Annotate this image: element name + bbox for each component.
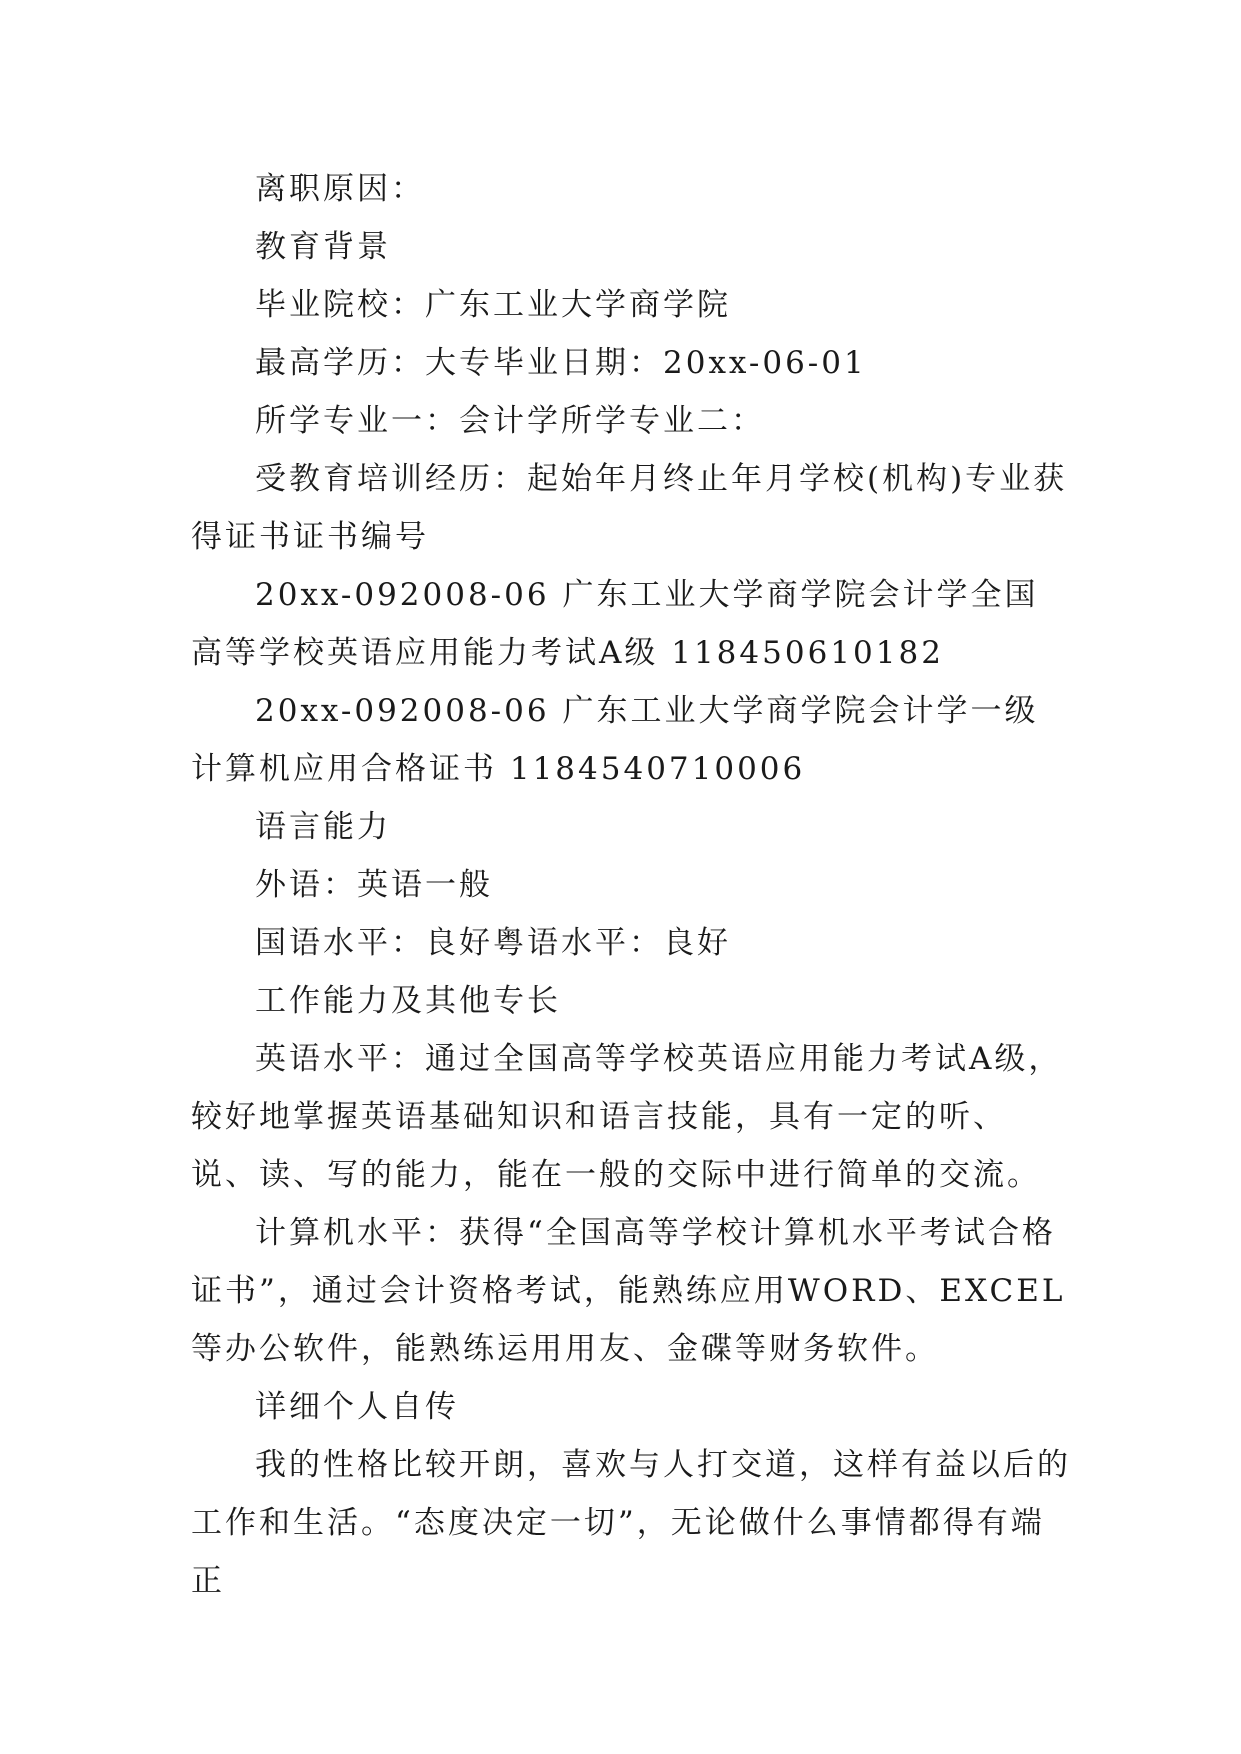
paragraph-mandarin-cantonese: 国语水平：良好粤语水平：良好 [255, 925, 731, 961]
heading-education-background: 教育背景 [255, 229, 391, 265]
paragraph-computer-level: 计算机水平：获得“全国高等学校计算机水平考试合格证书”，通过会计资格考试，能熟练应用WORD、EXCEL等办公软件，能熟练运用用友、金碟等财务软件。 [191, 1215, 1066, 1367]
heading-autobiography: 详细个人自传 [255, 1389, 459, 1425]
paragraph-training-header: 受教育培训经历：起始年月终止年月学校(机构)专业获得证书证书编号 [191, 461, 1068, 555]
paragraph-english-level: 英语水平：通过全国高等学校英语应用能力考试A级，较好地掌握英语基础知识和语言技能，具有一定的听、说、读、写的能力，能在一般的交际中进行简单的交流。 [191, 1041, 1063, 1193]
paragraph-foreign-language: 外语：英语一般 [255, 867, 493, 903]
paragraph-graduated-school: 毕业院校：广东工业大学商学院 [255, 287, 731, 323]
document-body [191, 160, 1071, 1610]
paragraph-highest-degree: 最高学历：大专毕业日期：20xx-06-01 [255, 345, 867, 381]
paragraph-majors: 所学专业一：会计学所学专业二： [255, 403, 765, 439]
heading-work-skills: 工作能力及其他专长 [255, 983, 561, 1019]
paragraph-autobiography: 我的性格比较开朗，喜欢与人打交道，这样有益以后的工作和生活。“态度决定一切”，无论做什么事情都得有端正 [191, 1447, 1071, 1599]
paragraph-leaving-reason: 离职原因： [255, 171, 425, 207]
heading-language-ability: 语言能力 [255, 809, 391, 845]
paragraph-training-entry-2: 20xx-092008-06 广东工业大学商学院会计学一级计算机应用合格证书 1184540710006 [191, 693, 1039, 787]
paragraph-training-entry-1: 20xx-092008-06 广东工业大学商学院会计学全国高等学校英语应用能力考试A级 118450610182 [191, 577, 1039, 671]
